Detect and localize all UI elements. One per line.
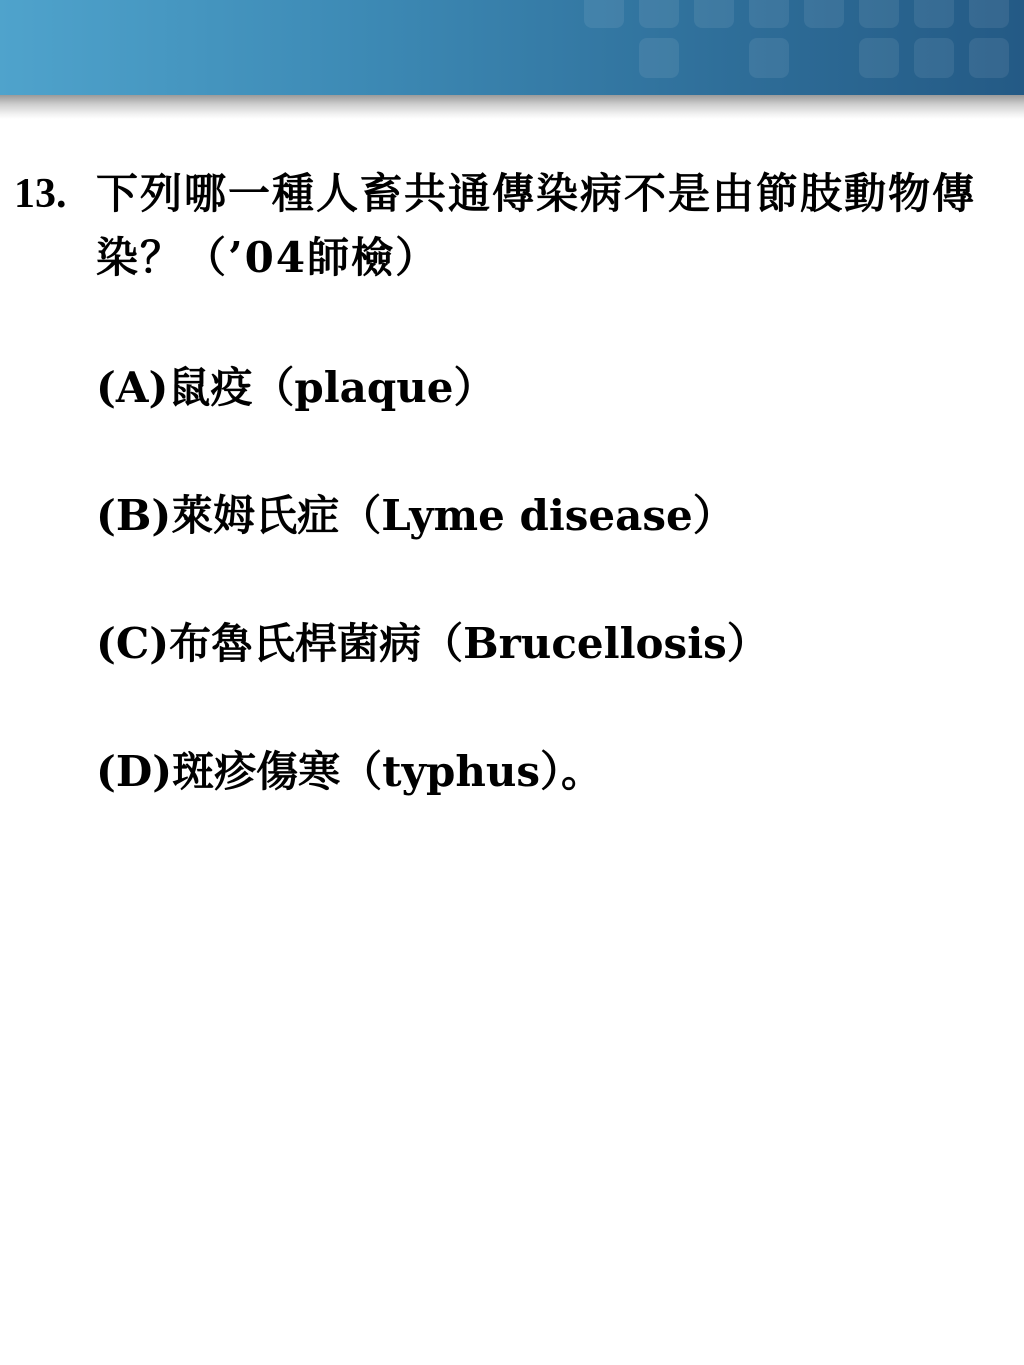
option-d: (D)斑疹傷寒（typhus）。 <box>96 747 604 796</box>
header-banner <box>0 0 1024 95</box>
question-text: 下列哪一種人畜共通傳染病不是由節肢動物傳染？（’04師檢） <box>96 169 977 282</box>
option-b: (B)萊姆氏症（Lyme disease） <box>96 491 735 540</box>
question-number: 13. <box>14 171 67 217</box>
question-block <box>14 162 1014 804</box>
question <box>14 162 1014 290</box>
option-c: (C)布魯氏桿菌病（Brucellosis） <box>96 619 769 668</box>
option-a: (A)鼠疫（plaque） <box>96 363 496 412</box>
header-shadow <box>0 95 1024 119</box>
header-decoration <box>544 0 1024 95</box>
